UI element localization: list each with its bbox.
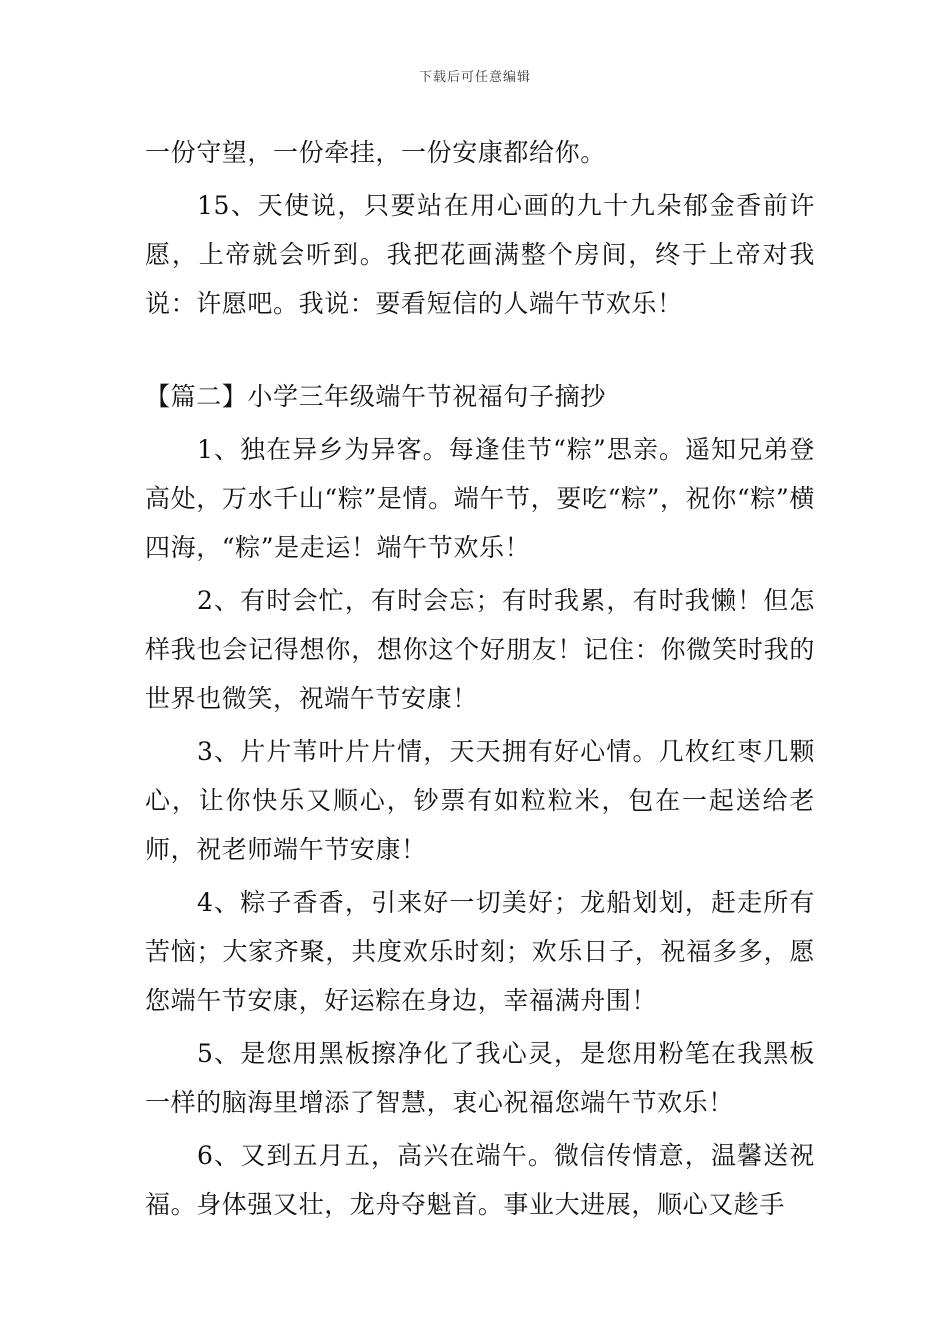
list-item-2: 2、有时会忙，有时会忘；有时我累，有时我懒！但怎样我也会记得想你，想你这个好朋友！记住：你微笑时我的世界也微笑，祝端午节安康！ bbox=[145, 586, 815, 713]
list-item-1: 1、独在异乡为异客。每逢佳节“粽”思亲。遥知兄弟登高处，万水千山“粽”是情。端午节，要吃“粽”，祝你“粽”横四海，“粽”是走运！端午节欢乐！ bbox=[145, 435, 815, 562]
list-item-5: 5、是您用黑板擦净化了我心灵，是您用粉笔在我黑板一样的脑海里增添了智慧，衷心祝福您端午节欢乐！ bbox=[145, 1039, 815, 1117]
paragraph-item-15: 15、天使说，只要站在用心画的九十九朵郁金香前许愿，上帝就会听到。我把花画满整个房间，终于上帝对我说：许愿吧。我说：要看短信的人端午节欢乐！ bbox=[145, 191, 815, 318]
paragraph-continuation: 一份守望，一份牵挂，一份安康都给你。 bbox=[145, 138, 606, 167]
list-item-3: 3、片片苇叶片片情，天天拥有好心情。几枚红枣几颗心，让你快乐又顺心，钞票有如粒粒米，包在一起送给老师，祝老师端午节安康！ bbox=[145, 737, 815, 864]
document-body bbox=[145, 128, 815, 1233]
list-item-4: 4、粽子香香，引来好一切美好；龙船划划，赶走所有苦恼；大家齐聚，共度欢乐时刻；欢乐日子，祝福多多，愿您端午节安康，好运粽在身边，幸福满舟围！ bbox=[145, 888, 815, 1015]
section-title: 【篇二】小学三年级端午节祝福句子摘抄 bbox=[145, 382, 606, 411]
page-header: 下载后可任意编辑 bbox=[418, 70, 531, 85]
list-item-6: 6、又到五月五，高兴在端午。微信传情意，温馨送祝福。身体强又壮，龙舟夺魁首。事业大进展，顺心又趁手 bbox=[145, 1141, 815, 1219]
